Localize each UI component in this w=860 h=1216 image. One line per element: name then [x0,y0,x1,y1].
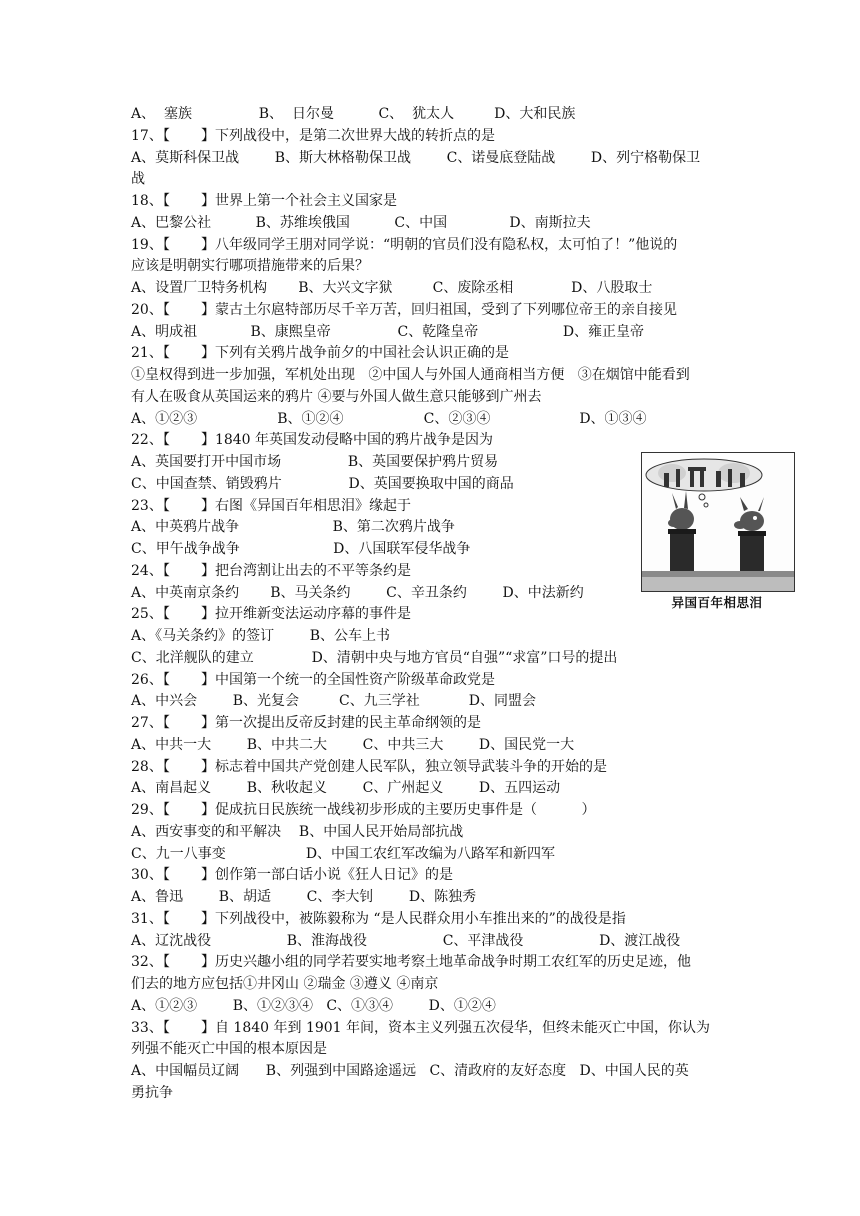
text-line: 17、【 】下列战役中，是第二次世界大战的转折点的是 [131,127,495,144]
text-line: A、鲁迅 B、胡适 C、李大钊 D、陈独秀 [131,889,477,905]
cartoon-illustration [642,453,794,591]
text-line: A、 塞族 B、 日尔曼 C、 犹太人 D、大和民族 [131,106,576,122]
text-line: 21、【 】下列有关鸦片战争前夕的中国社会认识正确的是 [131,345,509,362]
text-line: A、南昌起义 B、秋收起义 C、广州起义 D、五四运动 [131,780,561,797]
text-line: 23、【 】右图《异国百年相思泪》缘起于 [131,497,411,514]
text-line: C、中国查禁、销毁鸦片 D、英国要换取中国的商品 [131,475,514,492]
text-line: 33、【 】自 1840 年到 1901 年间，资本主义列强五次侵华，但终未能灭亡中国，你认为 [131,1019,711,1036]
text-line: C、北洋舰队的建立 D、清朝中央与地方官员“自强”“求富”口号的提出 [131,649,618,666]
text-line: A、西安事变的和平解决 B、中国人民开始局部抗战 [131,823,464,840]
text-line: C、九一八事变 D、中国工农红军改编为八路军和新四军 [131,845,556,862]
text-line: 们去的地方应包括①井冈山 ②瑞金 ③遵义 ④南京 [131,976,439,992]
text-line: A、①②③ B、①②③④ C、①③④ D、①②④ [131,997,496,1014]
text-line: 25、【 】拉开维新变法运动序幕的事件是 [131,606,411,623]
text-line: 31、【 】下列战役中，被陈毅称为 “是人民群众用小车推出来的”的战役是指 [131,910,626,927]
text-line: A、辽沈战役 B、淮海战役 C、平津战役 D、渡江战役 [131,932,681,949]
text-line: 28、【 】标志着中国共产党创建人民军队，独立领导武装斗争的开始的是 [131,758,607,775]
text-line: A、中共一大 B、中共二大 C、中共三大 D、国民党一大 [131,736,575,753]
text-line: 22、【 】1840 年英国发动侵略中国的鸦片战争是因为 [131,432,494,449]
text-line: A、中英鸦片战争 B、第二次鸦片战争 [131,519,455,536]
text-line: A、巴黎公社 B、苏维埃俄国 C、中国 D、南斯拉夫 [131,214,591,231]
text-line: A、《马关条约》的签订 B、公车上书 [131,628,390,644]
text-line: 32、【 】历史兴趣小组的同学若要实地考察土地革命战争时期工农红军的历史足迹，他 [131,954,691,971]
text-line: 战 [131,171,145,188]
text-line: 勇抗争 [131,1084,173,1101]
text-line: 20、【 】蒙古土尔扈特部历尽千辛万苦，回归祖国，受到了下列哪位帝王的亲自接见 [131,301,677,318]
text-line: 18、【 】世界上第一个社会主义国家是 [131,193,397,209]
text-line: A、英国要打开中国市场 B、英国要保护鸦片贸易 [131,454,499,470]
text-line: 有人在吸食从英国运来的鸦片 ④要与外国人做生意只能够到广州去 [131,388,542,405]
text-line: C、甲午战争战争 D、八国联军侵华战争 [131,541,471,557]
text-line: A、中国幅员辽阔 B、列强到中国路途遥远 C、清政府的友好态度 D、中国人民的英 [131,1063,689,1079]
text-line: 24、【 】把台湾割让出去的不平等条约是 [131,562,411,579]
text-line: ①皇权得到进一步加强，军机处出现 ②中国人与外国人通商相当方便 ③在烟馆中能看到 [131,367,690,383]
cartoon-figure [641,452,795,592]
text-line: 应该是明朝实行哪项措施带来的后果？ [131,258,369,275]
text-line: A、设置厂卫特务机构 B、大兴文字狱 C、废除丞相 D、八股取士 [131,280,653,296]
text-line: A、中兴会 B、光复会 C、九三学社 D、同盟会 [131,693,536,710]
text-line: 列强不能灭亡中国的根本原因是 [131,1041,327,1058]
text-line: 27、【 】第一次提出反帝反封建的民主革命纲领的是 [131,715,481,731]
text-line: A、①②③ B、①②④ C、②③④ D、①③④ [131,410,647,427]
figure-caption: 异国百年相思泪 [671,595,763,610]
text-line: A、中英南京条约 B、马关条约 C、辛丑条约 D、中法新约 [131,584,584,601]
text-line: A、莫斯科保卫战 B、斯大林格勒保卫战 C、诺曼底登陆战 D、列宁格勒保卫 [131,149,701,166]
text-line: 30、【 】创作第一部白话小说《狂人日记》的是 [131,867,453,884]
text-line: 26、【 】中国第一个统一的全国性资产阶级革命政党是 [131,671,495,688]
text-line: 29、【 】促成抗日民族统一战线初步形成的主要历史事件是（ ） [131,802,596,818]
text-line: 19、【 】八年级同学王朋对同学说：“明朝的官员们没有隐私权，太可怕了！”他说的 [131,236,678,253]
text-line: A、明成祖 B、康熙皇帝 C、乾隆皇帝 D、雍正皇帝 [131,323,645,340]
